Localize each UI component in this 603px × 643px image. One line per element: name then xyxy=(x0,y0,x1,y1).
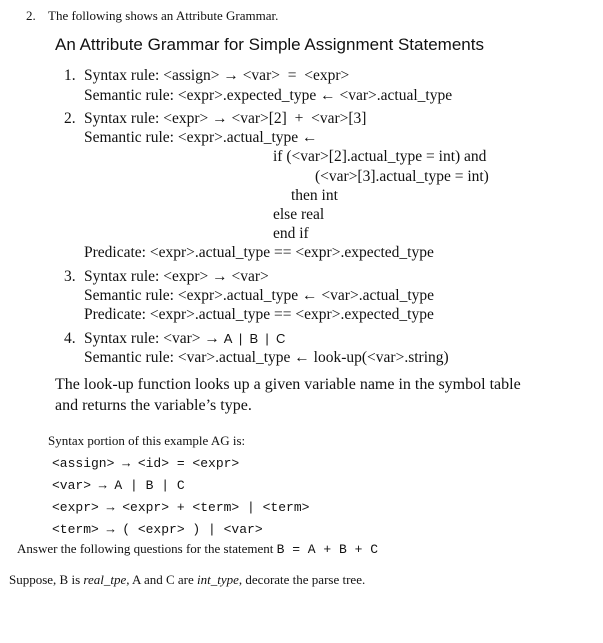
syntax-line: <assign> → <id> = <expr> xyxy=(52,456,240,471)
rule-4-syntax-alternatives: A | B | C xyxy=(223,331,286,346)
suppose-part-1: Suppose, B is xyxy=(9,572,84,587)
syntax-line: <term> → ( <expr> ) | <var> xyxy=(52,522,263,537)
rule-2-else-line: else real xyxy=(273,206,325,223)
rule-2-condition-line: (<var>[3].actual_type = int) xyxy=(315,168,489,185)
rule-2-if-line: if (<var>[2].actual_type = int) and xyxy=(273,148,487,165)
rule-2-endif-line: end if xyxy=(273,225,309,242)
suppose-part-2: , A and C are xyxy=(126,572,198,587)
question-intro: The following shows an Attribute Grammar. xyxy=(48,8,279,23)
rule-2-syntax: Syntax rule: <expr> → <var>[2] + <var>[3] xyxy=(84,110,367,127)
rule-2-then-line: then int xyxy=(291,187,338,204)
rule-4-number: 4. xyxy=(64,330,76,347)
answer-prefix: Answer the following questions for the statement xyxy=(17,541,277,556)
syntax-line: <var> → A | B | C xyxy=(52,478,185,493)
rule-4-syntax xyxy=(84,330,285,348)
suppose-instruction xyxy=(9,572,365,588)
answer-statement: B = A + B + C xyxy=(276,542,379,557)
lookup-explanation-line-2: and returns the variable’s type. xyxy=(55,397,252,414)
rule-3-semantic: Semantic rule: <expr>.actual_type ← <var>.actual_type xyxy=(84,287,435,304)
syntax-portion-heading: Syntax portion of this example AG is: xyxy=(48,433,246,448)
rule-1-syntax: Syntax rule: <assign> → <var> = <expr> xyxy=(84,67,350,84)
rule-2-number: 2. xyxy=(64,110,76,127)
answer-instruction xyxy=(17,541,378,557)
lookup-explanation-line-1: The look-up function looks up a given variable name in the symbol table xyxy=(55,376,521,393)
syntax-line: <expr> → <expr> + <term> | <term> xyxy=(52,500,310,515)
rule-3-syntax: Syntax rule: <expr> → <var> xyxy=(84,268,269,285)
rule-2-semantic: Semantic rule: <expr>.actual_type ← xyxy=(84,129,318,146)
suppose-type-ac: int_type xyxy=(197,572,239,587)
rule-3-number: 3. xyxy=(64,268,76,285)
suppose-type-b: real_tpe xyxy=(83,572,127,587)
rule-3-predicate: Predicate: <expr>.actual_type == <expr>.expected_type xyxy=(84,306,434,323)
suppose-part-3: , decorate the parse tree. xyxy=(238,572,366,587)
rule-1-semantic: Semantic rule: <expr>.expected_type ← <var>.actual_type xyxy=(84,87,453,104)
rule-2-predicate: Predicate: <expr>.actual_type == <expr>.expected_type xyxy=(84,244,434,261)
rule-1-number: 1. xyxy=(64,67,76,84)
question-number: 2. xyxy=(26,8,36,23)
grammar-title: An Attribute Grammar for Simple Assignment Statements xyxy=(55,35,484,54)
rule-4-syntax-prefix: Syntax rule: <var> → xyxy=(84,330,224,347)
rule-4-semantic: Semantic rule: <var>.actual_type ← look-up(<var>.string) xyxy=(84,349,449,366)
